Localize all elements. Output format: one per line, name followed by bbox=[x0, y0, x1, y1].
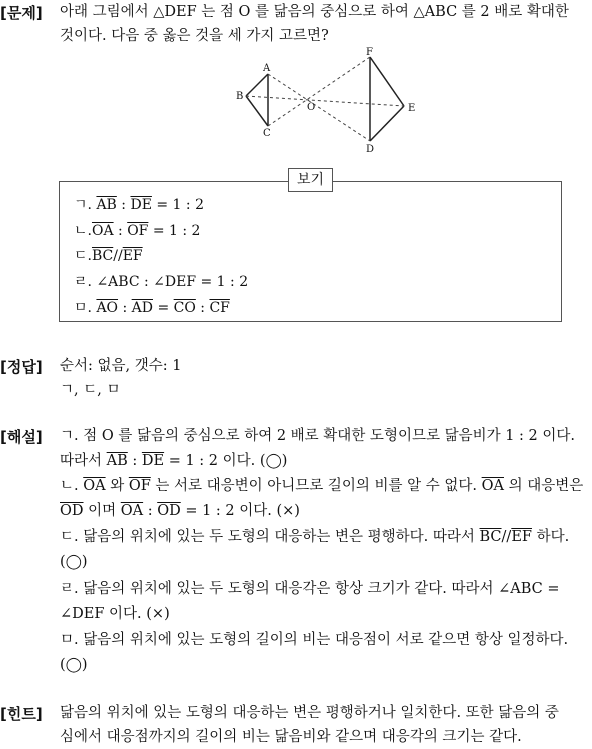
choice-item bbox=[74, 297, 230, 317]
text-run: 의 대응변은 bbox=[503, 478, 584, 494]
solution-line bbox=[60, 577, 560, 601]
solution-line bbox=[60, 628, 568, 652]
segment-de bbox=[370, 106, 404, 141]
choice-marker: ㅁ. bbox=[74, 300, 97, 316]
solution-line bbox=[60, 449, 287, 473]
text-run: // bbox=[113, 248, 123, 264]
solution-line bbox=[60, 550, 88, 574]
choice-item bbox=[74, 245, 143, 265]
solution-line bbox=[60, 499, 300, 523]
text-run: = 1 : 2 bbox=[151, 197, 204, 213]
segment-notation: $\overline{OA}$ bbox=[83, 478, 106, 494]
text-run: : bbox=[113, 223, 128, 239]
problem-text-line2: 것이다. 다음 중 옳은 것을 세 가지 고르면? bbox=[60, 28, 329, 44]
answer-text-line1: 순서: 없음, 갯수: 1 bbox=[60, 358, 182, 374]
text-run: 이며 bbox=[83, 503, 121, 519]
segment-notation: $\overline{OA}$ bbox=[91, 223, 114, 239]
line-b-e bbox=[246, 96, 404, 106]
text-run: ㄱ. 점 O 를 닮음의 중심으로 하여 2 배로 확대한 도형이므로 닮음비가 1 : 2 이다. bbox=[60, 428, 575, 444]
text-run: 하다. bbox=[531, 529, 570, 545]
text-run: = 1 : 2 bbox=[148, 223, 201, 239]
text-run: ㄹ. 닮음의 위치에 있는 두 도형의 대응각은 항상 크기가 같다. 따라서 ∠ABC = bbox=[60, 581, 560, 597]
choice-item bbox=[74, 271, 248, 291]
text-run: = 1 : 2 이다. (◯) bbox=[164, 453, 288, 469]
text-run: (◯) bbox=[60, 657, 88, 673]
segment-notation: $\overline{AO}$ bbox=[96, 300, 119, 316]
line-a-d bbox=[268, 74, 370, 141]
solution-line bbox=[60, 424, 575, 448]
segment-notation: $\overline{OF}$ bbox=[128, 478, 151, 494]
segment-notation: $\overline{CO}$ bbox=[173, 300, 196, 316]
choice-marker: ㄱ. bbox=[74, 197, 97, 213]
text-run: : bbox=[127, 453, 142, 469]
segment-ab bbox=[246, 74, 268, 96]
solution-line bbox=[60, 525, 569, 549]
solution-line bbox=[60, 602, 170, 626]
segment-notation: $\overline{OF}$ bbox=[127, 223, 149, 239]
text-run: // bbox=[501, 529, 512, 545]
choice-marker: ㄷ. bbox=[74, 248, 92, 264]
problem-label: [문제] bbox=[0, 4, 43, 22]
label-d: D bbox=[366, 144, 375, 154]
hint-text-line1: 닮음의 위치에 있는 도형의 대응하는 변은 평행하거나 일치한다. 또한 닮음의 중 bbox=[60, 705, 559, 721]
label-c: C bbox=[263, 128, 271, 139]
label-e: E bbox=[408, 103, 416, 114]
segment-notation: $\overline{BC}$ bbox=[479, 529, 502, 545]
segment-notation: $\overline{DE}$ bbox=[130, 197, 152, 213]
text-run: ∠DEF 이다. (×) bbox=[60, 606, 170, 622]
segment-fe bbox=[370, 57, 404, 106]
text-run: ∠ABC : ∠DEF = 1 : 2 bbox=[96, 274, 249, 290]
segment-notation: $\overline{AB}$ bbox=[106, 453, 128, 469]
text-run: : bbox=[118, 300, 132, 316]
label-o: O bbox=[307, 102, 316, 113]
text-run: 는 서로 대응변이 아니므로 길이의 비를 알 수 없다. bbox=[150, 478, 482, 494]
text-run: (◯) bbox=[60, 554, 88, 570]
segment-notation: $\overline{CF}$ bbox=[209, 300, 230, 316]
answer-text-line2: ㄱ, ㄷ, ㅁ bbox=[60, 382, 121, 398]
segment-notation: $\overline{AD}$ bbox=[131, 300, 153, 316]
segment-notation: $\overline{EF}$ bbox=[122, 248, 143, 264]
choice-marker: ㄹ. bbox=[74, 274, 97, 290]
text-run: : bbox=[143, 503, 158, 519]
label-a: A bbox=[263, 63, 271, 74]
hint-label: [힌트] bbox=[0, 705, 43, 723]
text-run: ㅁ. 닮음의 위치에 있는 도형의 길이의 비는 대응점이 서로 같으면 항상 일정하다. bbox=[60, 632, 569, 648]
label-f: F bbox=[366, 47, 373, 58]
choice-marker: ㄴ. bbox=[74, 223, 92, 239]
text-run: 따라서 bbox=[60, 453, 107, 469]
choice-item bbox=[74, 220, 200, 240]
segment-notation: $\overline{OA}$ bbox=[481, 478, 504, 494]
segment-notation: $\overline{OA}$ bbox=[120, 503, 144, 519]
label-b: B bbox=[236, 91, 244, 102]
solution-label: [해설] bbox=[0, 428, 43, 446]
text-run: : bbox=[116, 197, 131, 213]
similarity-figure bbox=[228, 44, 428, 154]
solution-line bbox=[60, 653, 88, 677]
hint-text-line2: 심에서 대응점까지의 길이의 비는 닮음비와 같으며 대응각의 크기는 같다. bbox=[60, 729, 522, 745]
choice-item bbox=[74, 194, 204, 214]
text-run: = bbox=[153, 300, 174, 316]
text-run: = 1 : 2 이다. (×) bbox=[180, 503, 300, 519]
answer-label: [정답] bbox=[0, 358, 43, 376]
segment-notation: $\overline{EF}$ bbox=[511, 529, 532, 545]
solution-line bbox=[60, 474, 583, 498]
segment-bc bbox=[246, 96, 268, 126]
segment-notation: $\overline{DE}$ bbox=[141, 453, 165, 469]
line-c-f bbox=[268, 57, 370, 126]
segment-notation: $\overline{BC}$ bbox=[91, 248, 114, 264]
segment-notation: $\overline{AB}$ bbox=[96, 197, 117, 213]
text-run: 와 bbox=[105, 478, 129, 494]
text-run: ㄴ. bbox=[60, 478, 84, 494]
problem-text-line1: 아래 그림에서 △DEF 는 점 O 를 닮음의 중심으로 하여 △ABC 를 2 배로 확대한 bbox=[60, 4, 569, 20]
text-run: : bbox=[195, 300, 210, 316]
text-run: ㄷ. 닮음의 위치에 있는 두 도형의 대응하는 변은 평행하다. 따라서 bbox=[60, 529, 480, 545]
segment-notation: $\overline{OD}$ bbox=[157, 503, 181, 519]
choices-box-title: 보기 bbox=[288, 168, 333, 192]
segment-notation: $\overline{OD}$ bbox=[60, 503, 84, 519]
